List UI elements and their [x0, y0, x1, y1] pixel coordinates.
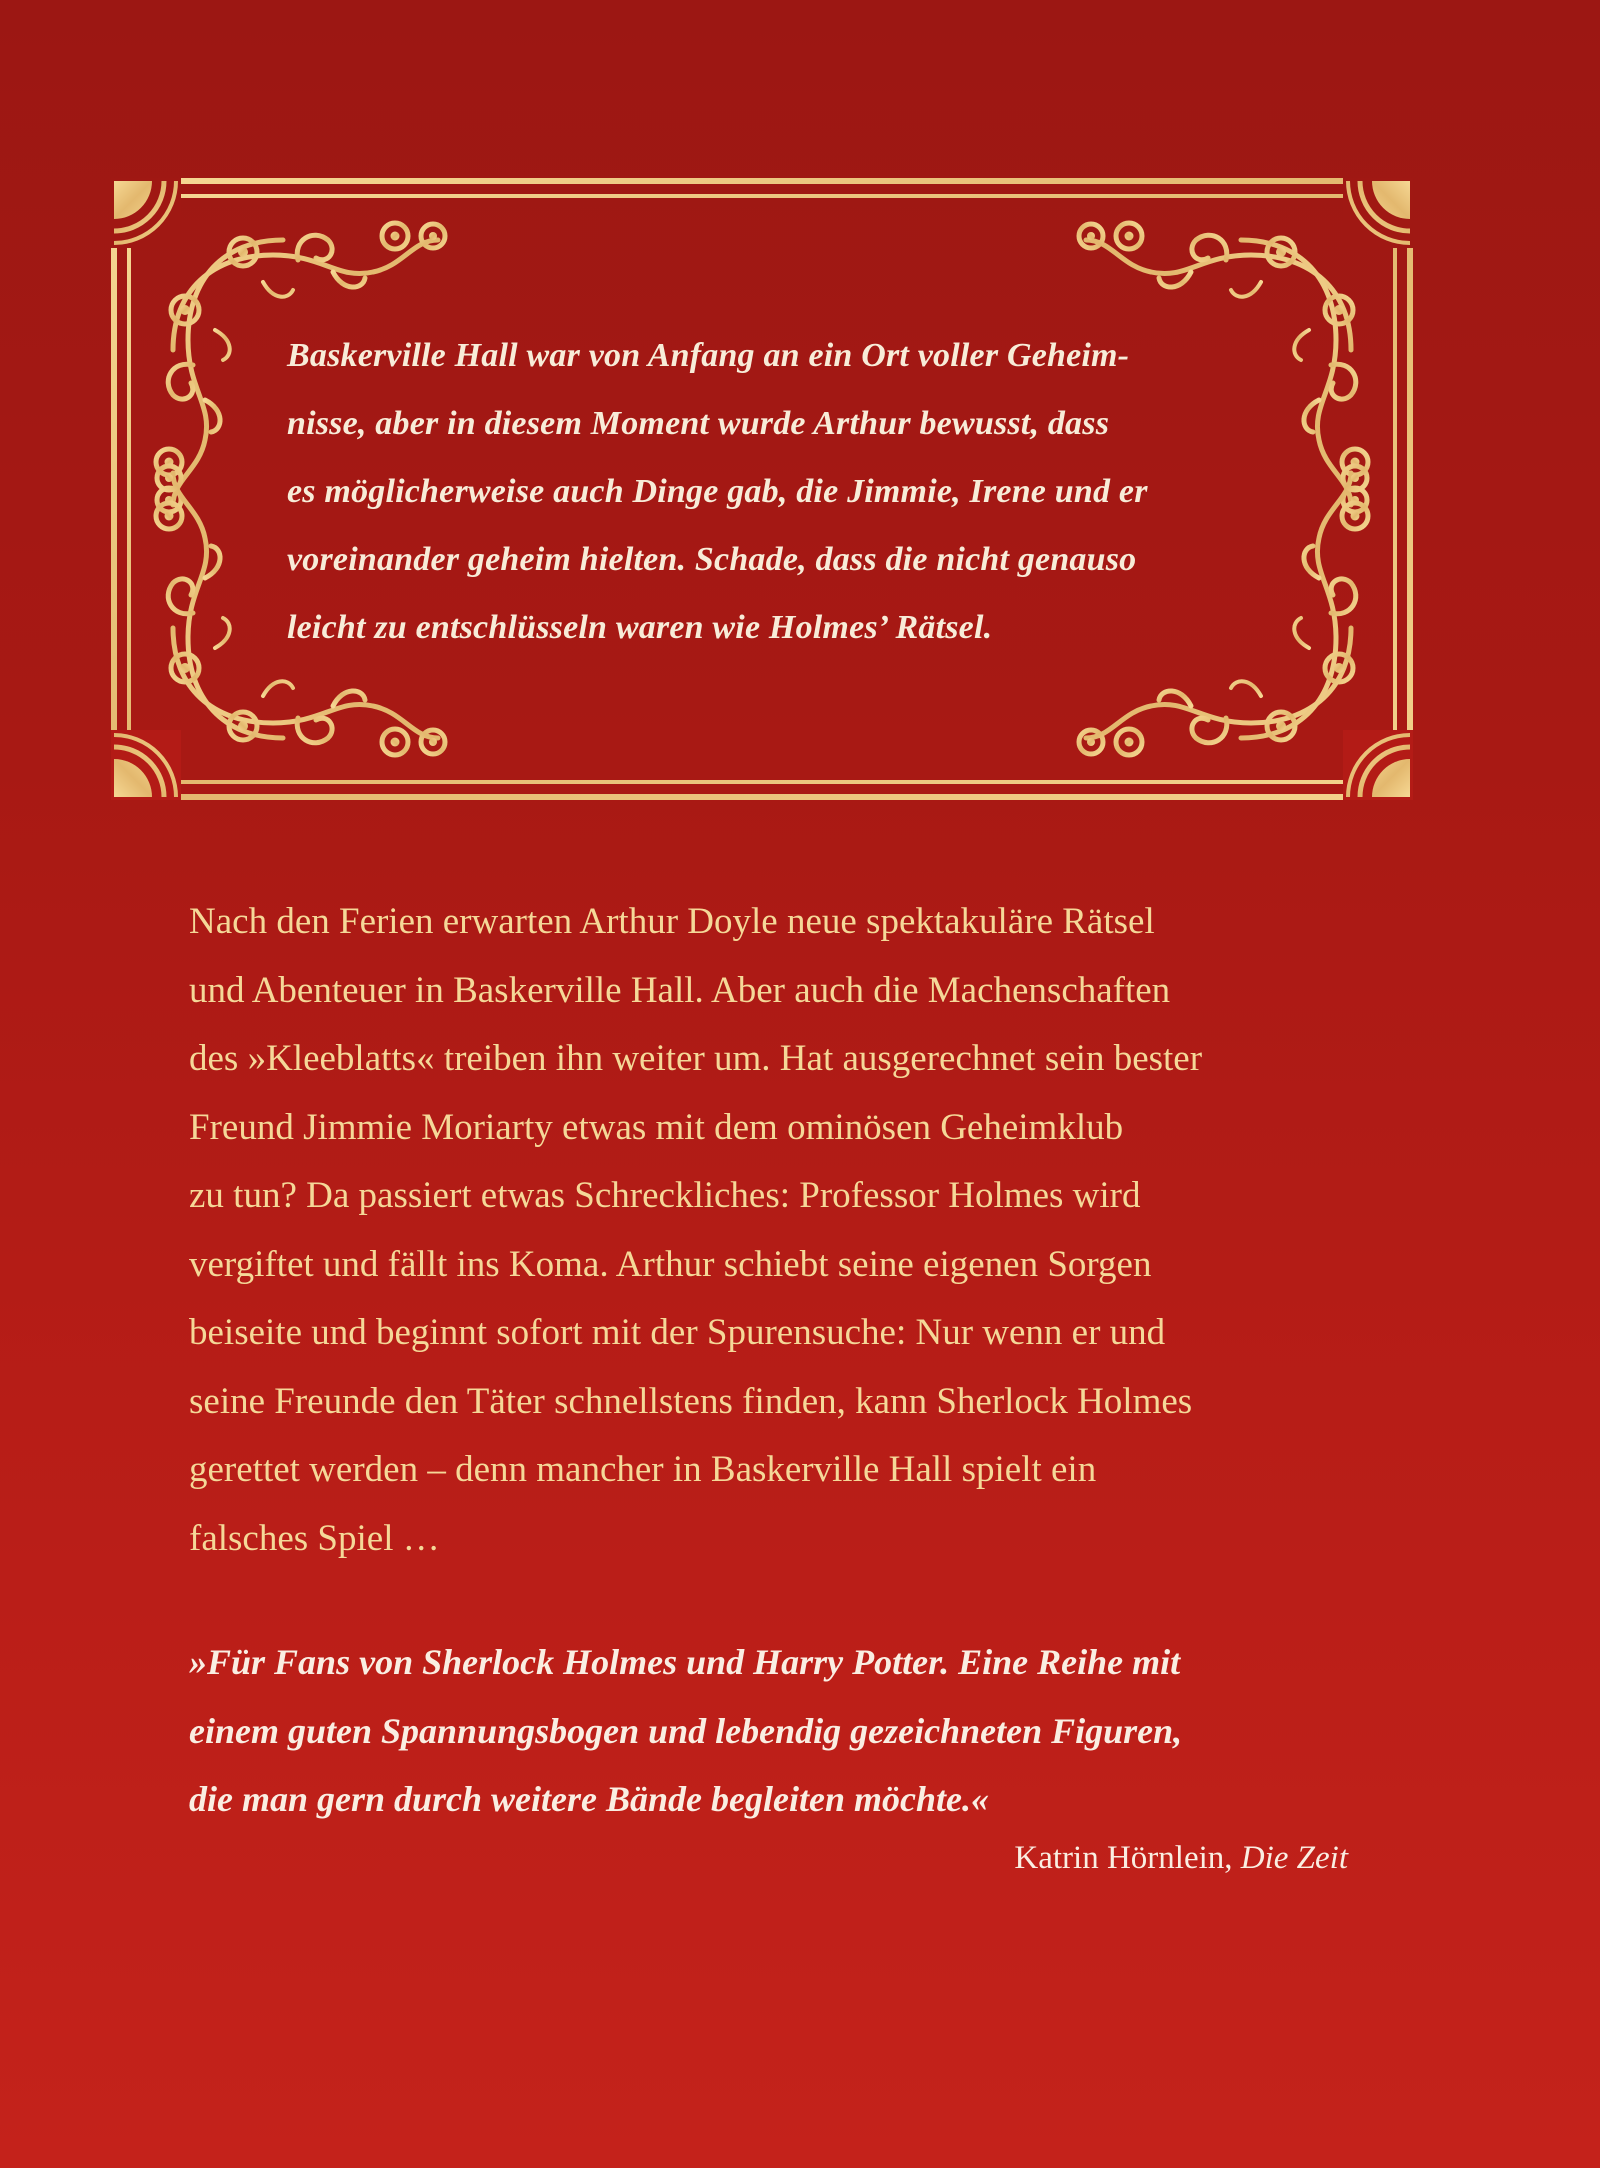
blurb-line: des »Kleeblatts« treiben ihn weiter um. Hat ausgerechnet sein bester: [189, 1038, 1203, 1079]
review-line: »Für Fans von Sherlock Holmes und Harry Potter. Eine Reihe mit: [189, 1642, 1181, 1682]
review-line: die man gern durch weitere Bände begleiten möchte.«: [189, 1779, 989, 1819]
excerpt-line: es möglicherweise auch Dinge gab, die Jimmie, Irene und er: [287, 473, 1148, 510]
excerpt-line: Baskerville Hall war von Anfang an ein Ort voller Geheim-: [287, 337, 1130, 374]
blurb-line: seine Freunde den Täter schnellstens finden, kann Sherlock Holmes: [189, 1380, 1193, 1422]
blurb-line: gerettet werden – denn mancher in Baskerville Hall spielt ein: [189, 1449, 1097, 1490]
blurb-line: falsches Spiel …: [189, 1517, 440, 1559]
excerpt-quote: [287, 322, 1307, 662]
blurb-line: Freund Jimmie Moriarty etwas mit dem ominösen Geheimklub: [189, 1106, 1124, 1148]
review-source: Die Zeit: [1240, 1840, 1348, 1876]
review-attribution: [1014, 1833, 1348, 1883]
blurb-line: Nach den Ferien erwarten Arthur Doyle neue spektakuläre Rätsel: [189, 901, 1155, 942]
review-line: einem guten Spannungsbogen und lebendig gezeichneten Figuren,: [189, 1710, 1183, 1751]
excerpt-line: voreinander geheim hielten. Schade, dass die nicht genauso: [287, 541, 1137, 578]
blurb-line: beiseite und beginnt sofort mit der Spurensuche: Nur wenn er und: [189, 1312, 1166, 1353]
blurb-line: zu tun? Da passiert etwas Schreckliches: Professor Holmes wird: [189, 1175, 1141, 1216]
blurb-line: vergiftet und fällt ins Koma. Arthur schiebt seine eigenen Sorgen: [189, 1243, 1152, 1285]
review-author: Katrin Hörnlein,: [1014, 1840, 1233, 1876]
review-quote: [189, 1628, 1429, 1834]
book-blurb: [189, 888, 1429, 1573]
blurb-line: und Abenteuer in Baskerville Hall. Aber auch die Machenschaften: [189, 969, 1171, 1011]
excerpt-line: nisse, aber in diesem Moment wurde Arthur bewusst, dass: [287, 405, 1110, 442]
excerpt-line: leicht zu entschlüsseln waren wie Holmes’ Rätsel.: [287, 609, 993, 646]
